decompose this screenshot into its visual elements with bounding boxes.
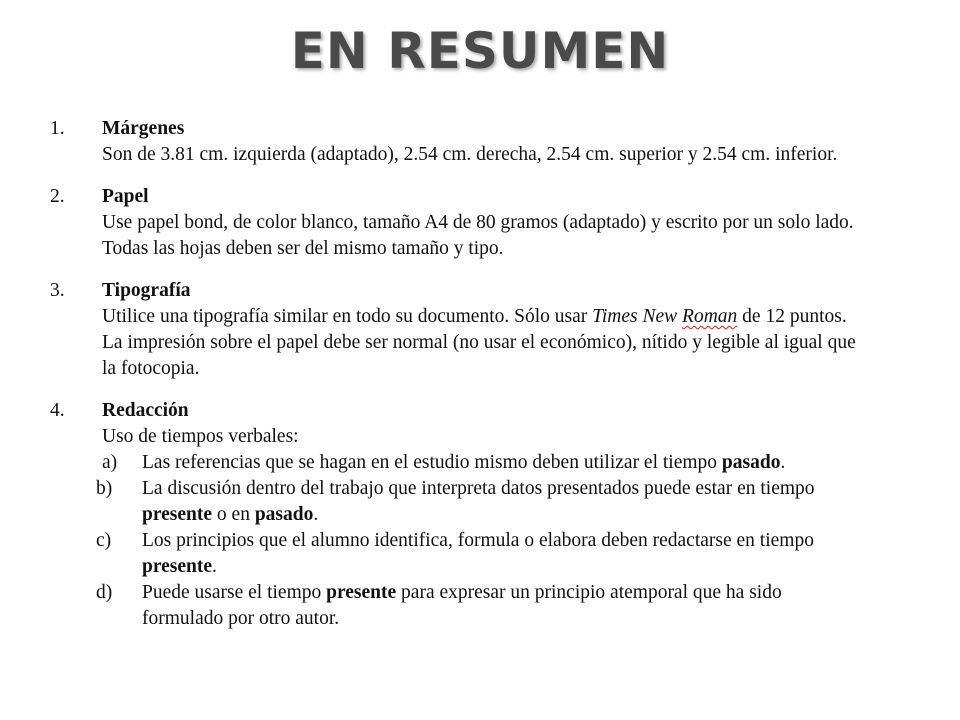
item-bold: presente [326, 582, 397, 603]
section-heading: Redacción [102, 400, 189, 421]
list-letter: c) [96, 530, 112, 551]
section-papel [46, 184, 866, 262]
item-end: . [780, 452, 786, 473]
section-heading: Márgenes [102, 118, 185, 139]
item-end: para expresar un principio atemporal que ha sido formulado por otro autor. [142, 582, 782, 629]
item-end: . [313, 504, 319, 525]
slide-title: EN RESUMEN [290, 22, 670, 80]
item-bold: pasado [254, 504, 314, 525]
item-bold: presente [142, 556, 213, 577]
item-end: . [212, 556, 217, 577]
list-item [96, 580, 866, 632]
font-name-italic-spellcheck: Roman [682, 306, 738, 327]
section-body: Son de 3.81 cm. izquierda (adaptado), 2.54 cm. derecha, 2.54 cm. superior y 2.54 cm. inferior. [102, 144, 838, 165]
section-heading: Tipografía [102, 280, 191, 301]
item-text: Puede usarse el tiempo [142, 582, 327, 603]
font-name-italic: Times New [592, 306, 678, 327]
list-letter: a) [102, 452, 118, 473]
list-item [102, 450, 866, 476]
section-intro: Uso de tiempos verbales: [102, 426, 299, 447]
section-body [102, 304, 866, 382]
body-text: Utilice una tipografía similar en todo su documento. Sólo usar [102, 306, 593, 327]
section-number: 3. [50, 280, 65, 301]
section-number: 2. [50, 186, 65, 207]
section-number: 1. [50, 118, 65, 139]
list-letter: d) [96, 582, 113, 603]
body-text: de 12 puntos. La impresión sobre el papel debe ser normal (no usar el económico), nítido y legible al igual que la fotocopia. [102, 306, 856, 379]
item-mid: o en [212, 504, 255, 525]
item-bold: pasado [721, 452, 781, 473]
list-letter: b) [96, 478, 113, 499]
item-text: La discusión dentro del trabajo que interpreta datos presentados puede estar en tiempo [142, 478, 815, 499]
section-margenes [46, 116, 866, 168]
section-tipografia [46, 278, 866, 382]
section-body: Use papel bond, de color blanco, tamaño A4 de 80 gramos (adaptado) y escrito por un solo lado. Todas las hojas deben ser del mismo tamaño y tipo. [102, 212, 854, 259]
section-redaccion [46, 398, 866, 632]
list-item [96, 476, 866, 528]
section-heading: Papel [102, 186, 149, 207]
item-text: Los principios que el alumno identifica, formula o elabora deben redactarse en tiempo [142, 530, 814, 551]
item-text: Las referencias que se hagan en el estudio mismo deben utilizar el tiempo [142, 452, 722, 473]
item-bold: presente [142, 504, 213, 525]
section-number: 4. [50, 400, 65, 421]
list-item [96, 528, 866, 580]
document-image [46, 116, 866, 648]
